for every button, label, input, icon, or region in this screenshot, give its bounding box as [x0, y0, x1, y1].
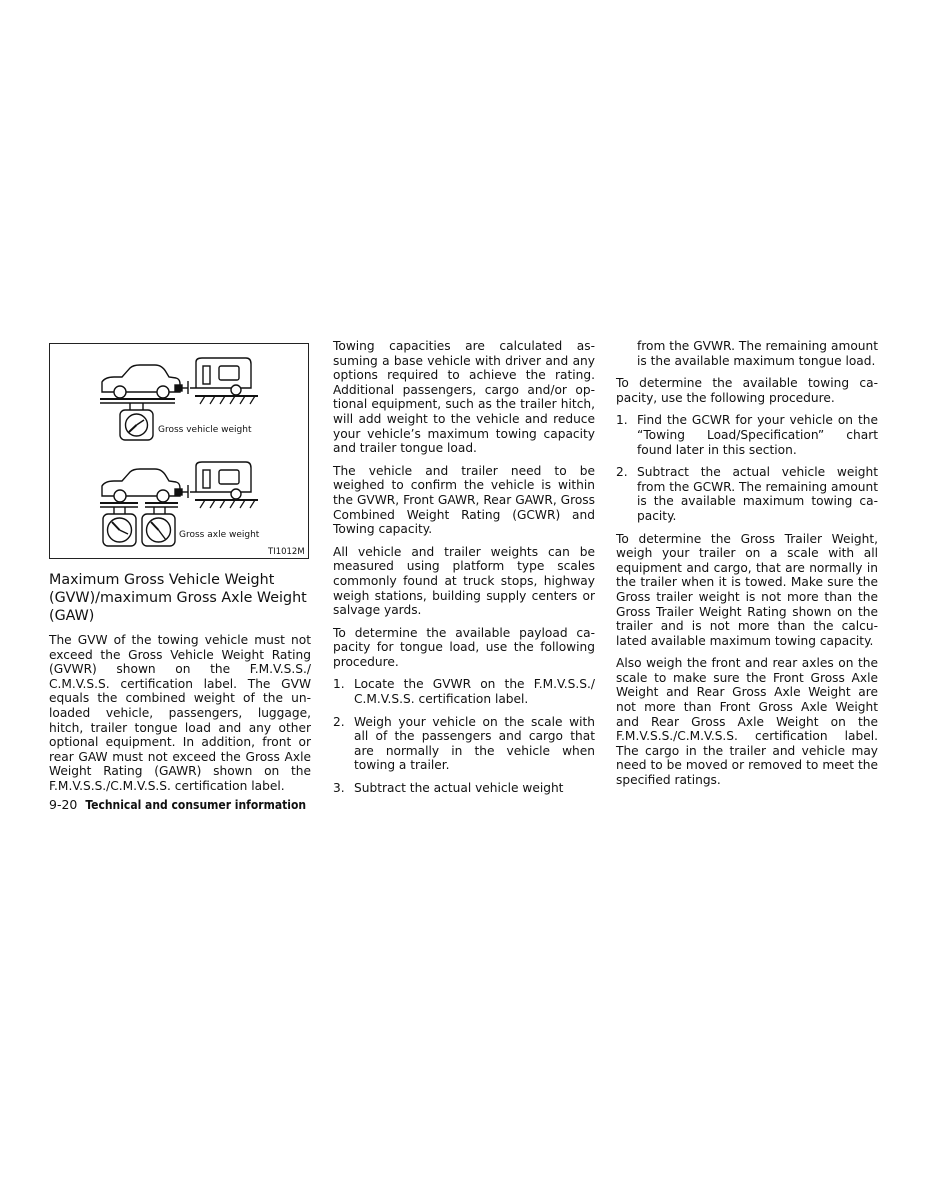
gross-vehicle-weight-label: Gross vehicle weight [158, 425, 252, 435]
column-3 [616, 339, 878, 796]
page-footer [49, 797, 306, 812]
list-item-text: Find the GCWR for your vehicle on the “Towing Load/Specification” chart found later in this section. [637, 413, 878, 457]
continued-list-text: from the GVWR. The remaining amount is the available maximum tongue load. [637, 339, 878, 368]
footer-section-name: Technical and consumer information [85, 798, 307, 812]
list-item-number: 1. [333, 677, 345, 692]
gross-axle-weight-label: Gross axle weight [179, 530, 260, 540]
list-item-text: Subtract the actual vehicle weight from the GCWR. The remaining amount is the available maximum towing ca-pacity. [637, 465, 878, 523]
list-item-number: 1. [616, 413, 628, 428]
towing-procedure-list [616, 413, 878, 523]
towing-weight-figure [49, 343, 309, 559]
list-item [616, 465, 878, 523]
payload-procedure-list [333, 677, 595, 795]
list-item-number: 2. [616, 465, 628, 480]
col3-paragraph-2: To determine the Gross Trailer Weight, weigh your trailer on a scale with all equipment and cargo, that are normally in the trailer when it is towed. Make sure the Gross trailer weight is not more than the Gross Trailer Weight Rating shown on the trailer and is not more than the calcu-lated available maximum towing capacity. [616, 531, 878, 648]
list-item-number: 2. [333, 714, 345, 729]
column-1 [49, 339, 311, 802]
towing-illustration [50, 344, 308, 558]
section-title: Maximum Gross Vehicle Weight (GVW)/maximum Gross Axle Weight (GAW) [49, 572, 307, 624]
col1-paragraph-1: The GVW of the towing vehicle must not exceed the Gross Vehicle Weight Rating (GVWR) shown on the F.M.V.S.S./ C.M.V.S.S. certification label. The GVW equals the combined weight of the un-loaded vehicle, passengers, luggage, hitch, trailer tongue load and any other optional equipment. In addition, front or rear GAW must not exceed the Gross Axle Weight Rating (GAWR) shown on the F.M.V.S.S./C.M.V.S.S. certification label. [49, 633, 311, 793]
list-item-text: Weigh your vehicle on the scale with all of the passengers and cargo that are normally in the vehicle when towing a trailer. [354, 714, 595, 773]
col2-paragraph-4: To determine the available payload ca-pacity for tongue load, use the following procedure. [333, 625, 595, 669]
col2-paragraph-3: All vehicle and trailer weights can be measured using platform type scales commonly found at truck stops, highway weigh stations, building supply centers or salvage yards. [333, 544, 595, 618]
list-item [333, 677, 595, 706]
list-item-number: 3. [333, 781, 345, 796]
list-item [333, 715, 595, 773]
column-2 [333, 339, 595, 804]
list-item [616, 413, 878, 457]
figure-code: TI1012M [268, 547, 305, 557]
col2-paragraph-2: The vehicle and trailer need to be weighed to confirm the vehicle is within the GVWR, Front GAWR, Rear GAWR, Gross Combined Weight Rating (GCWR) and Towing capacity. [333, 463, 595, 537]
col3-paragraph-1: To determine the available towing ca-pacity, use the following procedure. [616, 376, 878, 405]
col2-paragraph-1: Towing capacities are calculated as-suming a base vehicle with driver and any options required to achieve the rating. Additional passengers, cargo and/or op-tional equipment, such as the trailer hitch, will add weight to the vehicle and reduce your vehicle’s maximum towing capacity and trailer tongue load. [333, 339, 595, 456]
page-number: 9-20 [49, 797, 78, 812]
col3-paragraph-3: Also weigh the front and rear axles on the scale to make sure the Front Gross Axle Weight and Rear Gross Axle Weight are not more than Front Gross Axle Weight and Rear Gross Axle Weight on the F.M.V.S.S./C.M.V.S.S. certification label. The cargo in the trailer and vehicle may need to be moved or removed to meet the specified ratings. [616, 656, 878, 788]
list-item-text: Locate the GVWR on the F.M.V.S.S./ C.M.V.S.S. certification label. [354, 677, 595, 707]
list-item-text: Subtract the actual vehicle weight [354, 781, 564, 796]
list-item [333, 781, 595, 796]
